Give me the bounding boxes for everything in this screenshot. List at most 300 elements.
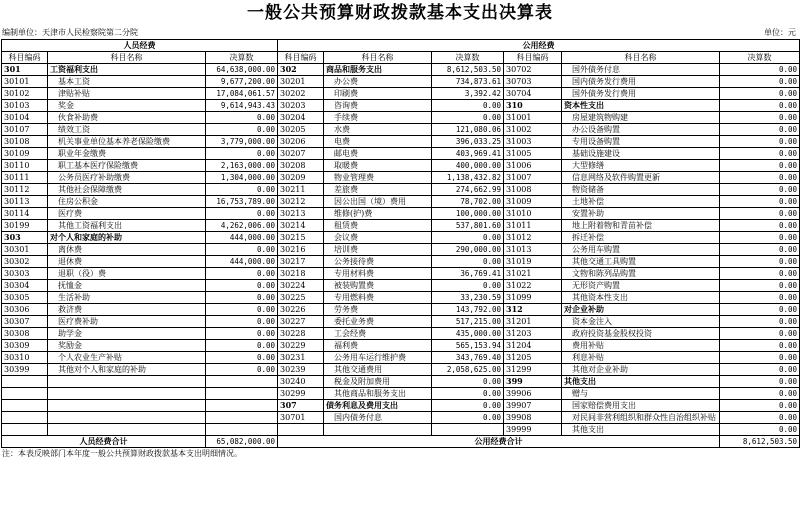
public-a-code-cell: 30201 [278,76,324,88]
personnel-name-cell: 公务员医疗补助缴费 [48,172,206,184]
public-b-amount-cell: 0.00 [720,268,800,280]
public-a-amount-cell: 2,058,625.00 [432,364,504,376]
personnel-header: 人员经费 [2,40,278,52]
public-a-code-cell: 30240 [278,376,324,388]
personnel-code-cell: 30199 [2,220,48,232]
public-a-name-cell: 被装购置费 [324,280,432,292]
public-a-code-cell: 30218 [278,268,324,280]
public-a-amount-cell: 0.00 [432,232,504,244]
public-b-amount-cell: 0.00 [720,244,800,256]
personnel-code-cell: 30102 [2,88,48,100]
public-a-name-cell: 商品和服务支出 [324,64,432,76]
public-a-name-cell: 手续费 [324,112,432,124]
public-a-code-cell: 30226 [278,304,324,316]
public-b-name-cell: 国外债务发行费用 [562,88,720,100]
public-a-name-cell: 水费 [324,124,432,136]
public-b-code-cell: 39907 [504,400,562,412]
public-b-name-cell: 其他支出 [562,376,720,388]
table-row [2,316,800,328]
personnel-name-cell: 其他对个人和家庭的补助 [48,364,206,376]
public-a-name-cell: 劳务费 [324,304,432,316]
personnel-amount-cell [206,412,278,424]
public-a-amount-cell: 8,612,503.50 [432,64,504,76]
table-row [2,268,800,280]
public-a-code-cell: 30213 [278,208,324,220]
compiling-unit: 编制单位：天津市人民检察院第二分院 [2,28,138,37]
public-b-code-cell: 31021 [504,268,562,280]
public-a-code-cell: 302 [278,64,324,76]
public-a-amount-cell: 0.00 [432,100,504,112]
public-a-name-cell: 印刷费 [324,88,432,100]
public-b-code-cell: 31019 [504,256,562,268]
personnel-amount-cell: 4,262,006.00 [206,220,278,232]
public-b-code-cell: 31009 [504,196,562,208]
public-a-code-cell: 307 [278,400,324,412]
expenditure-table [1,39,800,448]
public-b-name-cell: 资本性支出 [562,100,720,112]
personnel-code-cell: 30104 [2,112,48,124]
public-b-name-cell: 利息补贴 [562,352,720,364]
public-a-amount-cell: 36,769.41 [432,268,504,280]
table-row [2,400,800,412]
personnel-amount-cell: 0.00 [206,112,278,124]
table-row [2,376,800,388]
public-a-name-cell: 工会经费 [324,328,432,340]
public-b-name-cell: 信息网络及软件购置更新 [562,172,720,184]
public-a-code-cell: 30203 [278,100,324,112]
public-a-name-cell: 租赁费 [324,220,432,232]
personnel-code-cell: 30308 [2,328,48,340]
public-b-name-cell: 资本金注入 [562,316,720,328]
column-header-row [2,52,800,64]
col-code: 科目编码 [278,52,324,64]
public-b-code-cell: 31201 [504,316,562,328]
public-a-amount-cell: 396,033.25 [432,136,504,148]
personnel-name-cell: 伙食补助费 [48,112,206,124]
public-a-amount-cell: 143,792.00 [432,304,504,316]
personnel-code-cell: 30305 [2,292,48,304]
public-b-amount-cell: 0.00 [720,64,800,76]
public-a-name-cell: 取暖费 [324,160,432,172]
public-a-name-cell: 债务利息及费用支出 [324,400,432,412]
personnel-name-cell: 救济费 [48,304,206,316]
personnel-code-cell: 30108 [2,136,48,148]
personnel-amount-cell: 2,163,000.00 [206,160,278,172]
personnel-code-cell: 30112 [2,184,48,196]
personnel-name-cell: 职工基本医疗保险缴费 [48,160,206,172]
personnel-name-cell: 医疗费 [48,208,206,220]
col-amount: 决算数 [720,52,800,64]
public-a-name-cell: 咨询费 [324,100,432,112]
public-b-name-cell: 其他支出 [562,424,720,436]
public-a-name-cell: 专用材料费 [324,268,432,280]
public-a-name-cell: 委托业务费 [324,316,432,328]
public-a-amount-cell: 403,969.41 [432,148,504,160]
public-a-code-cell: 30204 [278,112,324,124]
col-name: 科目名称 [324,52,432,64]
meta-line [0,26,800,39]
public-b-name-cell: 对民间非营利组织和群众性自治组织补贴 [562,412,720,424]
public-a-amount-cell: 78,702.00 [432,196,504,208]
public-b-name-cell: 拆迁补偿 [562,232,720,244]
table-row [2,88,800,100]
public-b-name-cell: 公务用车购置 [562,244,720,256]
public-b-amount-cell: 0.00 [720,364,800,376]
public-a-name-cell: 电费 [324,136,432,148]
public-total-label: 公用经费合计 [278,436,720,448]
personnel-code-cell: 30113 [2,196,48,208]
personnel-amount-cell: 444,000.00 [206,256,278,268]
table-row [2,76,800,88]
public-b-name-cell: 物资储备 [562,184,720,196]
public-b-name-cell: 费用补贴 [562,340,720,352]
personnel-name-cell [48,424,206,436]
public-b-amount-cell: 0.00 [720,280,800,292]
public-a-amount-cell: 0.00 [432,400,504,412]
public-a-code-cell: 30224 [278,280,324,292]
public-b-code-cell: 31022 [504,280,562,292]
public-a-amount-cell: 734,873.61 [432,76,504,88]
personnel-amount-cell: 0.00 [206,124,278,136]
public-b-code-cell: 31299 [504,364,562,376]
personnel-name-cell: 绩效工资 [48,124,206,136]
public-a-code-cell: 30212 [278,196,324,208]
public-a-name-cell: 公务接待费 [324,256,432,268]
public-b-name-cell: 其他交通工具购置 [562,256,720,268]
personnel-code-cell: 30303 [2,268,48,280]
public-a-amount-cell: 343,769.40 [432,352,504,364]
personnel-total-value: 65,082,000.00 [206,436,278,448]
personnel-amount-cell [206,388,278,400]
table-row [2,64,800,76]
public-a-name-cell: 物业管理费 [324,172,432,184]
personnel-amount-cell: 0.00 [206,316,278,328]
table-row [2,124,800,136]
public-a-amount-cell: 290,000.00 [432,244,504,256]
public-b-name-cell: 其他对企业补助 [562,364,720,376]
public-b-amount-cell: 0.00 [720,304,800,316]
personnel-amount-cell: 0.00 [206,280,278,292]
table-row [2,352,800,364]
public-b-code-cell: 312 [504,304,562,316]
public-b-name-cell: 安置补助 [562,208,720,220]
col-code: 科目编码 [2,52,48,64]
public-b-name-cell: 办公设备购置 [562,124,720,136]
public-a-name-cell: 国内债务付息 [324,412,432,424]
table-row [2,196,800,208]
personnel-code-cell [2,424,48,436]
public-a-name-cell: 其他商品和服务支出 [324,388,432,400]
table-row [2,256,800,268]
personnel-amount-cell [206,424,278,436]
public-b-code-cell: 30704 [504,88,562,100]
personnel-name-cell: 基本工资 [48,76,206,88]
public-a-code-cell: 30209 [278,172,324,184]
personnel-name-cell [48,412,206,424]
personnel-amount-cell: 0.00 [206,268,278,280]
public-b-code-cell: 39999 [504,424,562,436]
personnel-name-cell: 抚恤金 [48,280,206,292]
public-a-amount-cell: 0.00 [432,412,504,424]
table-row [2,304,800,316]
public-b-name-cell: 赠与 [562,388,720,400]
public-b-code-cell: 31010 [504,208,562,220]
public-b-amount-cell: 0.00 [720,424,800,436]
personnel-amount-cell: 0.00 [206,148,278,160]
personnel-name-cell: 奖金 [48,100,206,112]
personnel-name-cell: 离休费 [48,244,206,256]
personnel-amount-cell: 0.00 [206,244,278,256]
personnel-name-cell: 职业年金缴费 [48,148,206,160]
public-a-name-cell: 专用燃料费 [324,292,432,304]
public-b-amount-cell: 0.00 [720,208,800,220]
public-b-code-cell: 31011 [504,220,562,232]
col-name: 科目名称 [48,52,206,64]
personnel-amount-cell: 16,753,789.00 [206,196,278,208]
col-code: 科目编码 [504,52,562,64]
public-a-code-cell: 30211 [278,184,324,196]
personnel-amount-cell: 0.00 [206,208,278,220]
public-a-amount-cell: 33,230.59 [432,292,504,304]
public-a-code-cell: 30225 [278,292,324,304]
public-b-code-cell: 31099 [504,292,562,304]
table-row [2,160,800,172]
footnote: 注：本表反映部门本年度一般公共预算财政拨款基本支出明细情况。 [2,449,242,458]
public-a-amount-cell: 0.00 [432,112,504,124]
public-a-amount-cell: 537,801.60 [432,220,504,232]
personnel-amount-cell: 0.00 [206,304,278,316]
personnel-code-cell: 30101 [2,76,48,88]
personnel-code-cell: 30301 [2,244,48,256]
public-a-amount-cell: 0.00 [432,376,504,388]
public-b-amount-cell: 0.00 [720,196,800,208]
personnel-code-cell: 30111 [2,172,48,184]
public-b-amount-cell: 0.00 [720,256,800,268]
public-a-code-cell: 30215 [278,232,324,244]
personnel-code-cell: 30114 [2,208,48,220]
public-b-name-cell: 房屋建筑物购建 [562,112,720,124]
table-row [2,412,800,424]
public-b-name-cell: 专用设备购置 [562,136,720,148]
personnel-code-cell [2,400,48,412]
public-b-code-cell: 31005 [504,148,562,160]
public-b-amount-cell: 0.00 [720,160,800,172]
public-b-amount-cell: 0.00 [720,316,800,328]
personnel-amount-cell: 0.00 [206,328,278,340]
public-b-name-cell: 国内债务发行费用 [562,76,720,88]
personnel-name-cell [48,376,206,388]
public-a-code-cell: 30217 [278,256,324,268]
public-a-name-cell: 福利费 [324,340,432,352]
personnel-amount-cell: 0.00 [206,184,278,196]
personnel-name-cell: 住房公积金 [48,196,206,208]
public-b-name-cell: 国外债务付息 [562,64,720,76]
public-b-amount-cell: 0.00 [720,376,800,388]
section-header-row [2,40,800,52]
table-row [2,112,800,124]
personnel-amount-cell [206,376,278,388]
public-b-amount-cell: 0.00 [720,232,800,244]
public-a-code-cell: 30206 [278,136,324,148]
personnel-name-cell: 津贴补贴 [48,88,206,100]
public-a-amount-cell: 517,215.00 [432,316,504,328]
public-b-name-cell: 文物和陈列品购置 [562,268,720,280]
public-a-code-cell: 30205 [278,124,324,136]
personnel-name-cell [48,388,206,400]
public-b-amount-cell: 0.00 [720,328,800,340]
public-a-name-cell: 公务用车运行维护费 [324,352,432,364]
public-a-code-cell [278,424,324,436]
personnel-code-cell: 30307 [2,316,48,328]
public-header: 公用经费 [278,40,800,52]
personnel-amount-cell: 0.00 [206,340,278,352]
public-a-name-cell: 维修(护)费 [324,208,432,220]
table-row [2,280,800,292]
table-row [2,424,800,436]
public-b-name-cell: 政府投资基金股权投资 [562,328,720,340]
public-a-amount-cell: 435,000.00 [432,328,504,340]
public-b-amount-cell: 0.00 [720,172,800,184]
public-a-name-cell: 其他交通费用 [324,364,432,376]
personnel-name-cell: 助学金 [48,328,206,340]
table-row [2,184,800,196]
public-b-amount-cell: 0.00 [720,136,800,148]
personnel-name-cell: 机关事业单位基本养老保险缴费 [48,136,206,148]
public-total-value: 8,612,503.50 [720,436,800,448]
personnel-amount-cell [206,400,278,412]
public-a-amount-cell: 565,153.94 [432,340,504,352]
public-a-code-cell: 30227 [278,316,324,328]
public-a-name-cell: 因公出国（境）费用 [324,196,432,208]
public-a-name-cell [324,424,432,436]
personnel-code-cell [2,376,48,388]
public-a-name-cell: 办公费 [324,76,432,88]
personnel-name-cell: 奖励金 [48,340,206,352]
public-a-code-cell: 30701 [278,412,324,424]
personnel-name-cell: 退休费 [48,256,206,268]
totals-row [2,436,800,448]
personnel-code-cell: 30304 [2,280,48,292]
public-b-amount-cell: 0.00 [720,112,800,124]
public-b-amount-cell: 0.00 [720,388,800,400]
public-b-code-cell: 31012 [504,232,562,244]
public-b-code-cell: 31008 [504,184,562,196]
public-a-name-cell: 税金及附加费用 [324,376,432,388]
personnel-name-cell: 其他工资福利支出 [48,220,206,232]
public-a-code-cell: 30216 [278,244,324,256]
personnel-code-cell: 30302 [2,256,48,268]
public-a-code-cell: 30228 [278,328,324,340]
public-b-amount-cell: 0.00 [720,148,800,160]
personnel-code-cell: 301 [2,64,48,76]
personnel-code-cell: 303 [2,232,48,244]
personnel-name-cell: 个人农业生产补贴 [48,352,206,364]
public-b-code-cell: 31001 [504,112,562,124]
table-row [2,172,800,184]
personnel-name-cell: 工资福利支出 [48,64,206,76]
personnel-name-cell: 退职（役）费 [48,268,206,280]
personnel-code-cell: 30109 [2,148,48,160]
table-row [2,220,800,232]
public-b-name-cell: 地上附着物和青苗补偿 [562,220,720,232]
col-name: 科目名称 [562,52,720,64]
public-a-code-cell: 30231 [278,352,324,364]
public-b-code-cell: 31203 [504,328,562,340]
public-b-amount-cell: 0.00 [720,292,800,304]
personnel-code-cell: 30110 [2,160,48,172]
currency-unit: 单位：元 [764,28,796,37]
public-b-code-cell: 31007 [504,172,562,184]
table-row [2,244,800,256]
table-row [2,100,800,112]
public-b-code-cell: 399 [504,376,562,388]
personnel-amount-cell: 1,304,000.00 [206,172,278,184]
public-b-code-cell: 31006 [504,160,562,172]
public-b-name-cell: 国家赔偿费用支出 [562,400,720,412]
personnel-code-cell: 30310 [2,352,48,364]
public-a-amount-cell: 1,138,432.82 [432,172,504,184]
personnel-amount-cell: 17,084,061.57 [206,88,278,100]
personnel-amount-cell: 0.00 [206,352,278,364]
personnel-code-cell [2,388,48,400]
public-b-code-cell: 30703 [504,76,562,88]
public-b-name-cell: 基础设施建设 [562,148,720,160]
public-b-amount-cell: 0.00 [720,352,800,364]
personnel-code-cell: 30399 [2,364,48,376]
public-a-amount-cell: 274,662.99 [432,184,504,196]
public-b-code-cell: 31013 [504,244,562,256]
public-b-code-cell: 39908 [504,412,562,424]
page-title: 一般公共预算财政拨款基本支出决算表 [247,3,553,23]
public-a-amount-cell: 400,000.00 [432,160,504,172]
table-row [2,292,800,304]
personnel-name-cell: 医疗费补助 [48,316,206,328]
table-row [2,388,800,400]
public-b-name-cell: 无形资产购置 [562,280,720,292]
personnel-name-cell: 生活补助 [48,292,206,304]
public-b-amount-cell: 0.00 [720,88,800,100]
public-b-name-cell: 对企业补助 [562,304,720,316]
public-a-amount-cell [432,424,504,436]
col-amount: 决算数 [206,52,278,64]
table-row [2,232,800,244]
personnel-code-cell: 30309 [2,340,48,352]
public-b-code-cell: 31002 [504,124,562,136]
personnel-amount-cell: 0.00 [206,364,278,376]
public-a-name-cell: 培训费 [324,244,432,256]
public-a-name-cell: 差旅费 [324,184,432,196]
public-a-code-cell: 30299 [278,388,324,400]
public-a-amount-cell: 0.00 [432,256,504,268]
public-a-amount-cell: 3,392.42 [432,88,504,100]
personnel-code-cell: 30103 [2,100,48,112]
personnel-amount-cell: 64,638,000.00 [206,64,278,76]
public-a-code-cell: 30208 [278,160,324,172]
personnel-amount-cell: 3,779,000.00 [206,136,278,148]
public-b-amount-cell: 0.00 [720,340,800,352]
table-row [2,328,800,340]
public-b-name-cell: 大型修缮 [562,160,720,172]
personnel-code-cell: 30107 [2,124,48,136]
public-a-amount-cell: 100,000.00 [432,208,504,220]
public-b-name-cell: 其他资本性支出 [562,292,720,304]
public-a-code-cell: 30207 [278,148,324,160]
table-row [2,136,800,148]
public-a-code-cell: 30229 [278,340,324,352]
public-b-name-cell: 土地补偿 [562,196,720,208]
public-b-code-cell: 310 [504,100,562,112]
public-b-amount-cell: 0.00 [720,220,800,232]
